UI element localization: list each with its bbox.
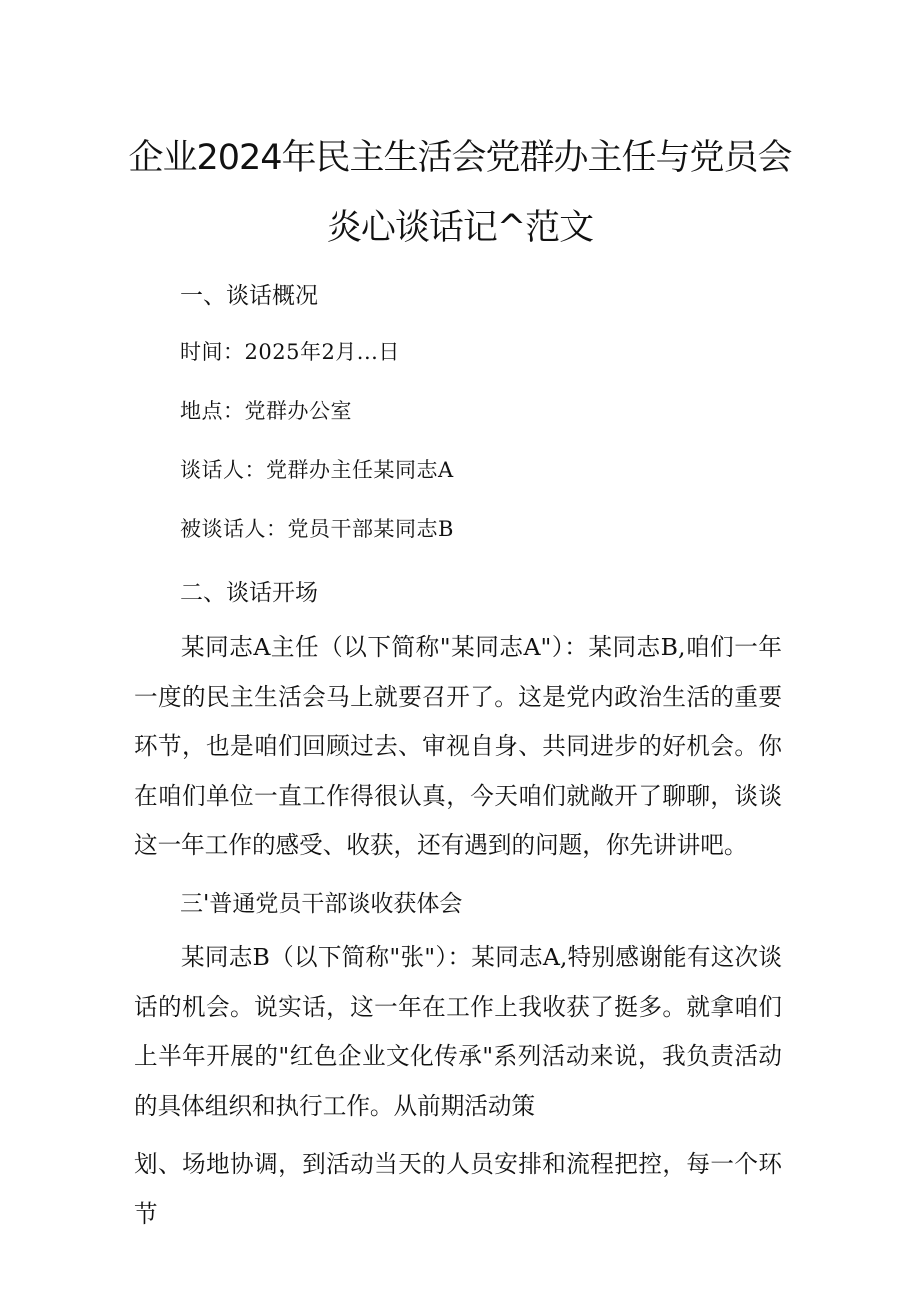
response-paragraph: 某同志B（以下简称"张"）：某同志A,特别感谢能有这次谈话的机会。说实话，这一年在工作上我收获了挺多。就拿咱们上半年开展的"红色企业文化传承"系列活动来说，我负责活动的具体组织和执行工作。从前期活动策 (134, 943, 782, 1120)
section-heading-overview: 一、谈话概况 (180, 283, 318, 309)
continuation-paragraph: 划、场地协调，到活动当天的人员安排和流程把控，每一个环节 (134, 1150, 782, 1228)
section-heading-opening: 二、谈话开场 (180, 580, 318, 606)
info-speaker: 谈话人：党群办主任某同志A (180, 458, 454, 482)
info-location: 地点：党群办公室 (180, 399, 352, 423)
info-time: 时间：2025年2月...日 (180, 340, 400, 364)
document-title-line-1: 企业2024年民主生活会党群办主任与党员会 (128, 138, 792, 178)
document-title-line-2: 炎心谈话记^范文 (326, 208, 594, 248)
section-heading-reflections: 三'普通党员干部谈收获体会 (180, 891, 463, 917)
opening-paragraph: 某同志A主任（以下简称"某同志A"）：某同志B,咱们一年一度的民主生活会马上就要召开了。这是党内政治生活的重要环节，也是咱们回顾过去、审视自身、共同进步的好机会。你在咱们单位一直工作得很认真，今天咱们就敞开了聊聊，谈谈这一年工作的感受、收获，还有遇到的问题，你先讲讲吧。 (134, 633, 782, 859)
info-interviewee: 被谈话人：党员干部某同志B (180, 517, 454, 541)
